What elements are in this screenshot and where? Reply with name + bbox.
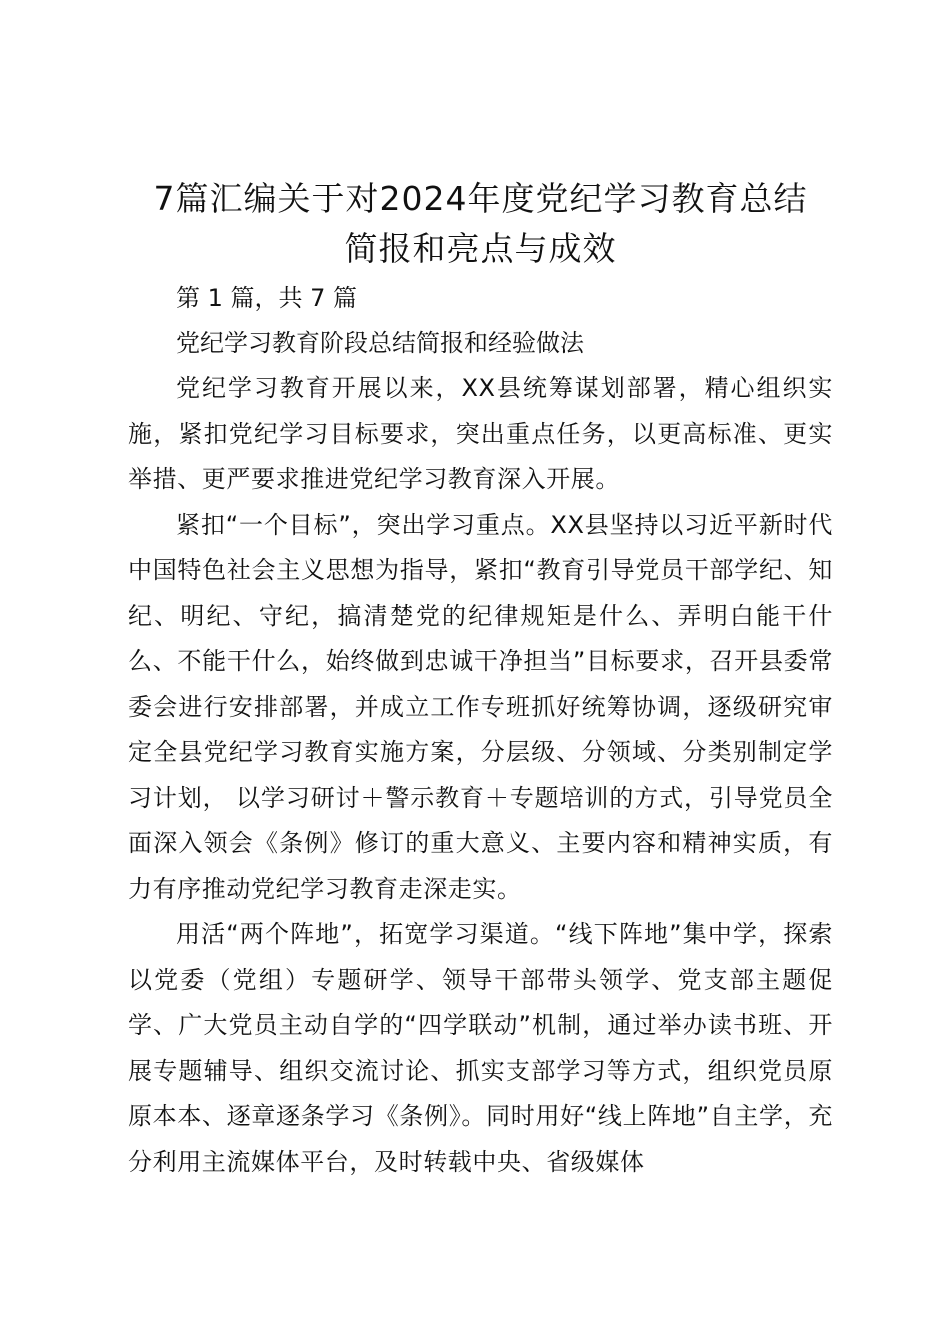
- title-line-2: 简报和亮点与成效: [344, 229, 617, 268]
- paragraph-two-fronts: 用活“两个阵地”，拓宽学习渠道。“线下阵地”集中学，探索以党委（党组）专题研学、领导干部带头领学、党支部主题促学、广大党员主动自学的“四学联动”机制，通过举办读书班、开展专题辅导、组织交流讨论、抓实支部学习等方式，组织党员原原本本、逐章逐条学习《条例》。同时用好“线上阵地”自主学，充分利用主流媒体平台，及时转载中央、省级媒体: [128, 920, 833, 1176]
- section-subtitle: 党纪学习教育阶段总结简报和经验做法: [176, 329, 584, 357]
- paragraph-intro: 党纪学习教育开展以来，XX县统筹谋划部署，精心组织实施，紧扣党纪学习目标要求，突出重点任务，以更高标准、更实举措、更严要求推进党纪学习教育深入开展。: [128, 374, 833, 493]
- title-line-1: 7篇汇编关于对2024年度党纪学习教育总结: [153, 179, 808, 218]
- document-title: [128, 174, 833, 274]
- part-label: 第 1 篇，共 7 篇: [176, 284, 358, 312]
- document-body: [128, 174, 833, 1185]
- paragraph-one-goal: 紧扣“一个目标”，突出学习重点。XX县坚持以习近平新时代中国特色社会主义思想为指导，紧扣“教育引导党员干部学纪、知纪、明纪、守纪，搞清楚党的纪律规矩是什么、弄明白能干什么、不能干什么，始终做到忠诚干净担当”目标要求，召开县委常委会进行安排部署，并成立工作专班抓好统筹协调，逐级研究审定全县党纪学习教育实施方案，分层级、分领域、分类别制定学习计划， 以学习研讨＋警示教育＋专题培训的方式，引导党员全面深入领会《条例》修订的重大意义、主要内容和精神实质，有力有序推动党纪学习教育走深走实。: [128, 510, 833, 903]
